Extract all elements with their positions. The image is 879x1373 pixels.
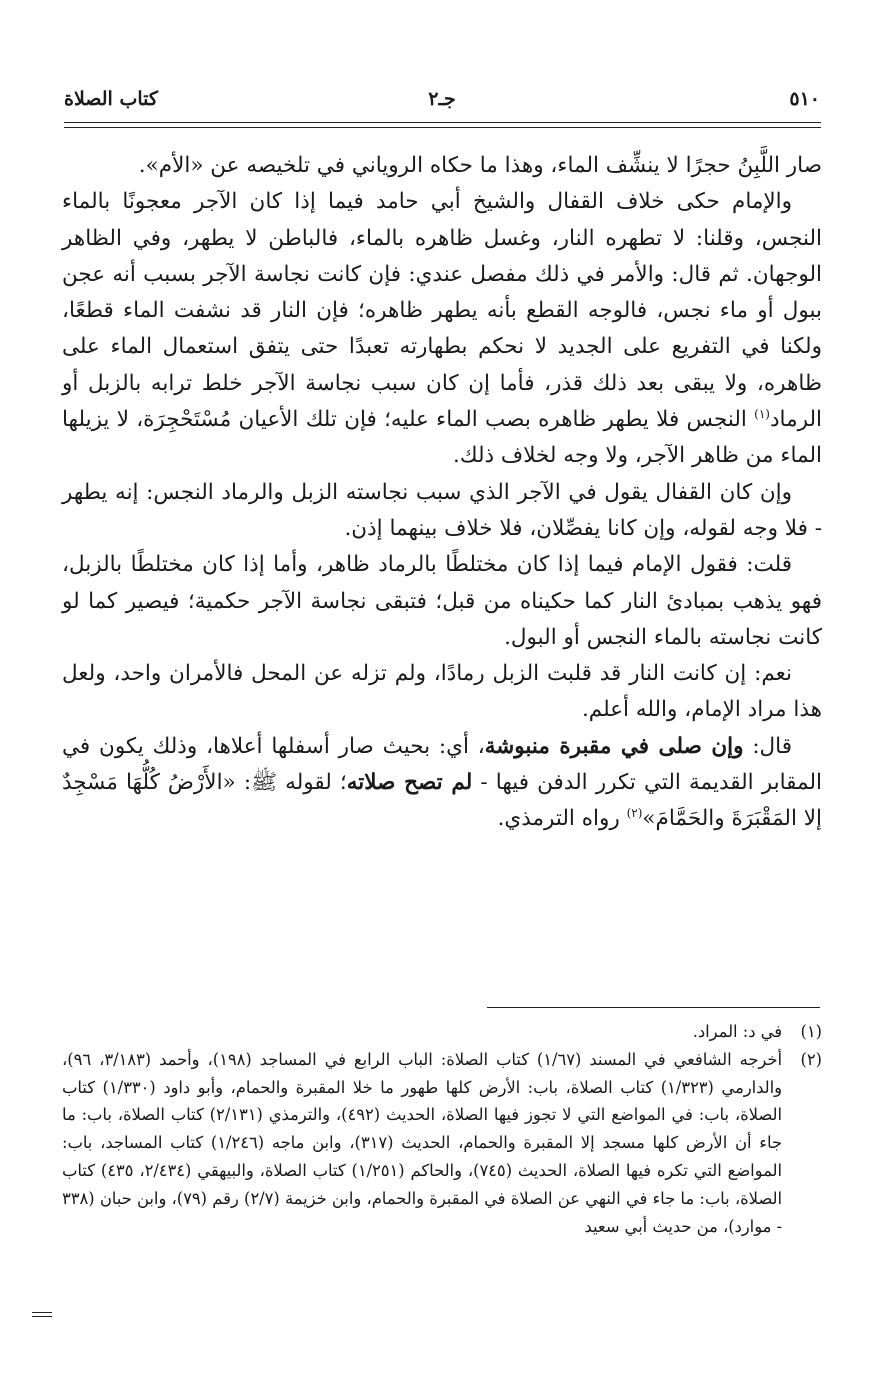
- paragraph-6-commentary: ، أي: بحيث صار أسفلها أعلاها، وذلك يكون في المقابر القديمة التي تكرر الدفن فيها -: [62, 733, 822, 796]
- matn-quote-2: لم تصح صلاته: [346, 770, 473, 796]
- running-header: [64, 84, 820, 118]
- footnote-1-text: في د: المراد.: [692, 1022, 782, 1041]
- footnote-2: [62, 1046, 822, 1241]
- page-number: ٥١٠: [789, 88, 820, 110]
- paragraph-6: [62, 729, 822, 838]
- paragraph-4: [62, 547, 822, 656]
- paragraph-3-text: وإن كان القفال يقول في الآجر الذي سبب نجاسته الزبل والرماد النجس: إنه يطهر - فلا وجه لقوله، وإن كانا يفصِّلان، فلا خلاف بينهما إذن.: [62, 479, 822, 541]
- footnote-2-number: (٢): [800, 1049, 822, 1069]
- continuation-mark: [32, 1312, 52, 1320]
- header-rule-thin: [64, 127, 821, 128]
- footnote-separator: [487, 1007, 820, 1008]
- hadith-quote: ؛ لقوله ﷺ: «الأَرْضُ كُلُّهَا مَسْجِدٌ إلا المَقْبَرَةَ والحَمَّامَ»: [62, 770, 822, 832]
- footnotes: [62, 1018, 822, 1240]
- paragraph-1: [62, 148, 822, 184]
- paragraph-2: [62, 184, 822, 474]
- matn-quote-1: وإن صلى في مقبرة منبوشة: [484, 733, 744, 759]
- paragraph-4-text: قلت: فقول الإمام فيما إذا كان مختلطًا بالرماد ظاهر، وأما إذا كان مختلطًا بالزبل، فهو يذهب بمبادئ النار كما حكيناه من قبل؛ فتبقى نجاسة الآجر حكمية؛ فيصير كما لو كانت نجاسته بالماء النجس أو البول.: [62, 552, 822, 650]
- paragraph-5: [62, 656, 822, 729]
- paragraph-6-lead: قال:: [743, 733, 793, 759]
- paragraph-5-text: نعم: إن كانت النار قد قلبت الزبل رمادًا، ولم تزله عن المحل فالأمران واحد، ولعل هذا مراد الإمام، والله أعلم.: [62, 661, 822, 723]
- book-title: كتاب الصلاة: [64, 88, 158, 110]
- footnote-ref-1[interactable]: (١): [754, 406, 770, 421]
- footnote-1: [62, 1018, 822, 1046]
- footnote-ref-2[interactable]: (٢): [626, 806, 643, 821]
- paragraph-2-tail: النجس فلا يطهر ظاهره بصب الماء عليه؛ فإن تلك الأعيان مُسْتَحْجِرَة، لا يزيلها الماء من ظاهر الآجر، ولا وجه لخلاف ذلك.: [62, 407, 822, 469]
- paragraph-3: [62, 475, 822, 548]
- footnote-2-text: أخرجه الشافعي في المسند (١/٦٧) كتاب الصلاة: الباب الرابع في المساجد (١٩٨)، وأحمد (٣/١٨٣، ٩٦)، والدارمي (١/٣٢٣) كتاب الصلاة، باب: الأرض كلها طهور ما خلا المقبرة والحمام، وأبو داود (١/٣٣٠) كتاب الصلاة، باب: في المواضع التي لا تجوز فيها الصلاة، الحديث (٤٩٢)، والترمذي (٢/١٣١) كتاب الصلاة، باب: ما جاء أن الأرض كلها مسجد إلا المقبرة والحمام، الحديث (٣١٧)، وابن ماجه (١/٢٤٦) كتاب المساجد، باب: المواضع التي تكره فيها الصلاة، الحديث (٧٤٥)، والحاكم (١/٢٥١) كتاب الصلاة، والبيهقي (٢/٤٣٤، ٤٣٥) كتاب الصلاة، باب: ما جاء في النهي عن الصلاة في المقبرة والحمام، وابن خزيمة (٢/٧) رقم (٧٩)، وابن حبان (٣٣٨ - موارد)، من حديث أبي سعيد: [62, 1049, 782, 1236]
- paragraph-1-text: صار اللَّبِنُ حجرًا لا ينشِّف الماء، وهذا ما حكاه الروياني في تلخيصه عن «الأم».: [138, 153, 822, 178]
- header-rule-thick: [64, 122, 821, 123]
- footnote-1-number: (١): [800, 1022, 822, 1041]
- volume-label: جـ٢: [428, 88, 456, 110]
- paragraph-6-end: رواه الترمذي.: [497, 806, 627, 832]
- paragraph-2-text: والإمام حكى خلاف القفال والشيخ أبي حامد فيما إذا كان الآجر معجونًا بالماء النجس، وقلنا: لا تطهره النار، وغسل ظاهره بالماء، فالباطن لا يطهر، وفي الظاهر الوجهان. ثم قال: والأمر في ذلك مفصل عندي: فإن كانت نجاسة الآجر بسبب أنه عجن ببول أو ماء نجس، فالوجه القطع بأنه يطهر ظاهره؛ فإن النار قد نشفت الماء قطعًا، ولكنا في التفريع على الجديد لا نحكم بطهارته تعبدًا حتى يتفق استعمال الماء على ظاهره، ولا يبقى بعد ذلك قذر، فأما إن كان سبب نجاسة الآجر خلط ترابه بالزبل أو الرماد: [62, 189, 822, 433]
- main-text: [62, 148, 822, 838]
